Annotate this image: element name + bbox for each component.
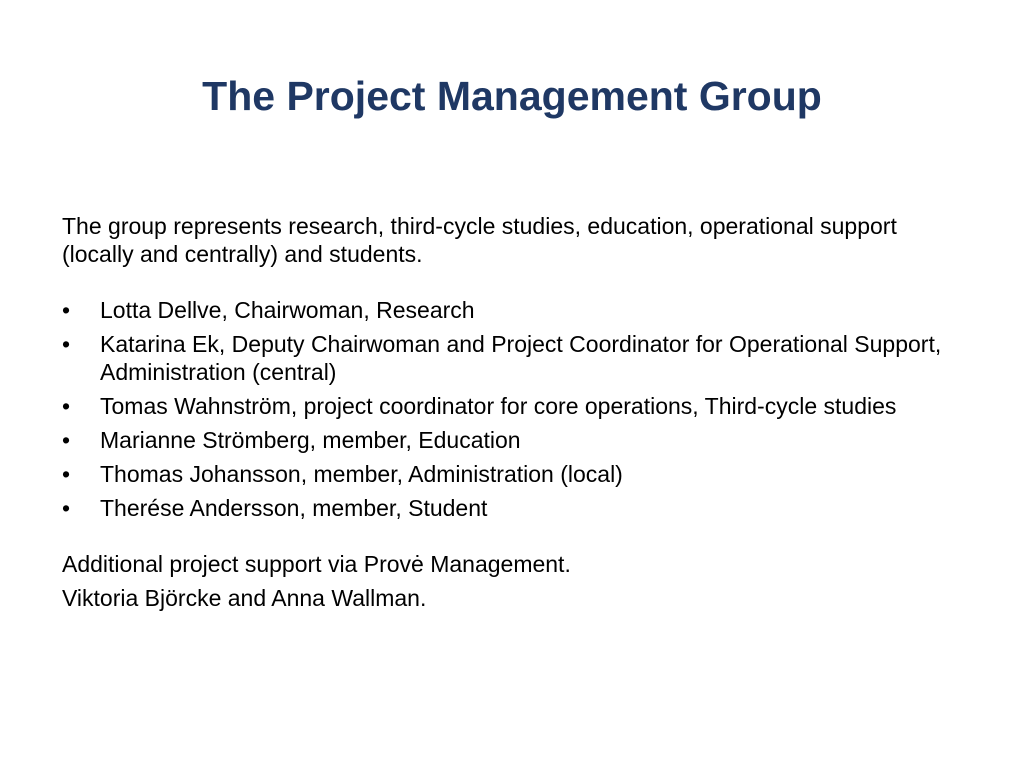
member-text: Therése Andersson, member, Student — [100, 495, 488, 521]
member-text: Tomas Wahnström, project coordinator for core operations, Third-cycle studies — [100, 393, 897, 419]
list-item — [62, 426, 962, 454]
slide-body — [62, 212, 962, 618]
member-text: Lotta Dellve, Chairwoman, Research — [100, 297, 475, 323]
bullet-icon: • — [62, 331, 71, 357]
list-item — [62, 460, 962, 488]
list-item — [62, 296, 962, 324]
footer-line: Viktoria Björcke and Anna Wallman. — [62, 585, 427, 611]
slide-title: The Project Management Group — [202, 73, 822, 119]
member-text: Katarina Ek, Deputy Chairwoman and Project Coordinator for Operational Support, Administration (central) — [100, 331, 942, 385]
list-item — [62, 330, 962, 386]
bullet-icon: • — [62, 461, 71, 487]
intro-paragraph: The group represents research, third-cycle studies, education, operational support (locally and centrally) and students. — [62, 213, 897, 267]
footer-line: Additional project support via Provė Management. — [62, 551, 571, 577]
bullet-icon: • — [62, 495, 71, 521]
bullet-icon: • — [62, 297, 71, 323]
list-item — [62, 494, 962, 522]
member-list — [62, 296, 962, 522]
member-text: Marianne Strömberg, member, Education — [100, 427, 521, 453]
bullet-icon: • — [62, 427, 71, 453]
member-text: Thomas Johansson, member, Administration (local) — [100, 461, 623, 487]
bullet-icon: • — [62, 393, 71, 419]
list-item — [62, 392, 962, 420]
